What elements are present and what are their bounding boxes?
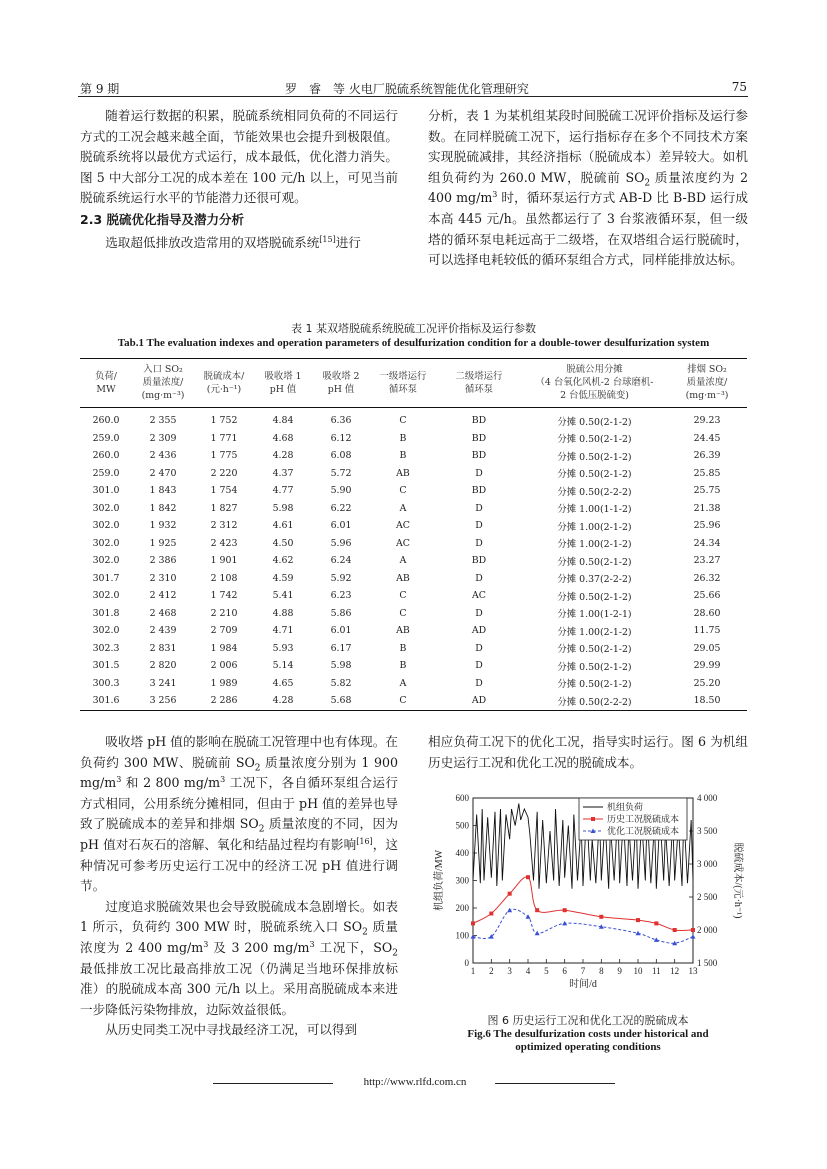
- table-cell: 分摊 0.50(2-1-2): [557, 679, 632, 691]
- paragraph: 选取超低排放改造常用的双塔脱硫系统[15]进行: [105, 234, 361, 250]
- table-cell: 6.23: [330, 590, 352, 602]
- table-cell: D: [475, 537, 483, 549]
- paragraph: 吸收塔 pH 值的影响在脱硫工况管理中也有体现。在负荷约 300 MW、脱硫前 $SO_2$ 质量浓度分别为 1 900 $mg/m^3$ 和 2 800 $mg/m^3$ 工况下，各自循环泵组合运行方式相同，公用系统分摊相同，但由于 pH 值的差异也导致了脱硫成本的差异和排烟 $SO_2$ 质量浓度的不同，因为 pH 值对石灰石的溶解、氧化和结晶过程均有影响[16]，这种情况可参考历史运行工况中的经济工况 pH 值进行调节。: [80, 734, 398, 894]
- table-row: [80, 605, 747, 623]
- y-left-tick-label: 300: [455, 875, 469, 886]
- footer-rule-right: [495, 1083, 615, 1084]
- page-number: 75: [731, 80, 747, 94]
- table-cell: D: [475, 677, 483, 689]
- paragraph: 随着运行数据的积累，脱硫系统相同负荷的不同运行方式的工况会越来越全面，节能效果也会提升到极限值。脱硫系统将以最优方式运行，成本最低，优化潜力消失。图 5 中大部分工况的成本差在 100 元/h 以上，可见当前脱硫系统运行水平的节能潜力还很可观。: [80, 108, 398, 206]
- table-cell: 23.27: [693, 555, 721, 567]
- table-header-cell: [312, 359, 370, 408]
- y-left-tick-label: 500: [455, 820, 469, 831]
- table-caption-cn: 表 1 某双塔脱硫系统脱硫工况评价指标及运行参数: [291, 322, 536, 335]
- table-cell: AB: [396, 467, 410, 479]
- table-cell: 分摊 1.00(2-1-2): [557, 626, 632, 638]
- table-header-line: （4 台氧化风机-2 台球磨机-: [535, 377, 654, 388]
- table-cell: 302.0: [92, 555, 120, 567]
- table-cell: 6.12: [330, 432, 352, 444]
- table-cell: 301.5: [92, 660, 120, 672]
- table-cell: 25.85: [693, 467, 721, 479]
- table-cell: 1 754: [210, 485, 238, 497]
- history-point: [636, 918, 640, 922]
- table-header-line: 吸收塔 2: [322, 370, 360, 382]
- y-right-tick-label: 3 500: [697, 826, 718, 836]
- table-cell: C: [399, 607, 407, 619]
- table-cell: 4.77: [272, 485, 294, 497]
- table-row: [80, 517, 747, 535]
- table-header-cell: [436, 359, 522, 408]
- table-row: [80, 692, 747, 710]
- table-cell: 分摊 0.50(2-2-2): [557, 486, 632, 498]
- legend-label: 机组负荷: [607, 802, 644, 812]
- table-cell: 302.0: [92, 537, 120, 549]
- table-cell: 分摊 0.50(2-1-2): [557, 434, 632, 446]
- table-cell: 4.84: [272, 415, 294, 427]
- column-right-top: [428, 106, 748, 271]
- table-cell: 24.45: [693, 432, 721, 444]
- table-header-line: 质量浓度/: [686, 377, 728, 388]
- table-cell: 1 775: [210, 450, 238, 462]
- table-cell: 4.62: [272, 555, 294, 567]
- table-cell: 2 286: [194, 692, 254, 710]
- table-cell: 302.3: [92, 642, 120, 654]
- table-cell: D: [475, 467, 483, 479]
- table-cell: 6.01: [330, 625, 352, 637]
- table-cell: 301.0: [92, 485, 120, 497]
- table-cell: D: [475, 520, 483, 532]
- header-rule: [78, 96, 748, 97]
- table-header-line: 二级塔运行: [455, 370, 503, 382]
- table-header-row: [80, 359, 747, 408]
- legend-label: 历史工况脱硫成本: [607, 814, 680, 824]
- table-row: [80, 570, 747, 588]
- table-cell: 3 241: [149, 677, 177, 689]
- table-cell: 1 932: [149, 520, 177, 532]
- figure-6-chart: [428, 780, 748, 1010]
- table-row: [80, 465, 747, 483]
- table-cell: 260.0: [92, 450, 120, 462]
- table-cell: B: [399, 450, 407, 462]
- table-row: [80, 622, 747, 640]
- table-cell: 分摊 1.00(2-1-2): [557, 539, 632, 551]
- table-cell: 2 412: [149, 590, 177, 602]
- y-right-tick-label: 3 000: [697, 859, 718, 869]
- table-cell: D: [475, 660, 483, 672]
- table-cell: 5.41: [272, 590, 294, 602]
- table-cell: 302.0: [92, 502, 120, 514]
- legend-marker: [591, 817, 595, 821]
- table-row: [80, 482, 747, 500]
- history-point: [563, 908, 567, 912]
- table-caption-en: Tab.1 The evaluation indexes and operation parameters of desulfurization condition for a double-tower desulfurization system: [117, 337, 710, 349]
- table-cell: 21.38: [693, 502, 721, 514]
- history-point: [489, 912, 493, 916]
- table-header-line: (元·h⁻¹): [206, 383, 242, 395]
- table-cell: 5.82: [330, 677, 352, 689]
- history-point: [535, 908, 539, 912]
- table-cell: 4.50: [272, 537, 294, 549]
- table-cell: 2 436: [149, 450, 177, 462]
- x-tick-label: 5: [544, 966, 549, 976]
- table-cell: D: [475, 642, 483, 654]
- table-row: [80, 657, 747, 675]
- figure-caption-en: Fig.6 The desulfurization costs under historical and optimized operating conditions: [467, 1028, 709, 1053]
- y-left-tick-label: 400: [455, 848, 469, 858]
- y-left-tick-label: 100: [455, 930, 469, 941]
- table-cell: 5.90: [330, 485, 352, 497]
- paragraph: 过度追求脱硫效果也会导致脱硫成本急剧增长。如表 1 所示，负荷约 300 MW 时，脱硫系统入口 $SO_2$ 质量浓度为 2 400 $mg/m^3$ 及 3 200 $mg/m^3$ 工况下，$SO_2$ 最低排放工况比最高排放工况（仍满足当地环保排放标准）的脱硫成本高 300 元/h 以上。采用高脱硫成本来进一步降低污染物排放，边际效益很低。: [80, 898, 398, 1017]
- table-header-line: 循环泵: [464, 383, 494, 395]
- table-header-line: 2 台低压脱硫变): [560, 390, 629, 401]
- history-point: [654, 921, 658, 925]
- table-cell: 6.24: [330, 555, 352, 567]
- table-cell: 29.05: [693, 642, 721, 654]
- table-header-line: 循环泵: [388, 383, 418, 395]
- table-header-line: 脱硫公用分摊: [566, 364, 623, 375]
- table-cell: 4.61: [272, 520, 294, 532]
- table-cell: 分摊 1.00(2-1-2): [557, 521, 632, 533]
- table-cell: 2 820: [149, 660, 177, 672]
- table-cell: AB: [396, 625, 410, 637]
- table-cell: 4.68: [272, 432, 294, 444]
- x-tick-label: 13: [688, 966, 698, 976]
- table-cell: 301.8: [92, 607, 120, 619]
- table-cell: B: [399, 432, 407, 444]
- table-cell: 2 831: [149, 642, 177, 654]
- table-cell: 1 842: [149, 502, 177, 514]
- table-header-cell: [522, 359, 667, 408]
- table-cell: A: [399, 677, 407, 689]
- table-cell: 302.0: [92, 520, 120, 532]
- table-cell: C: [399, 415, 407, 427]
- table-cell: 1 771: [210, 432, 238, 444]
- paragraph: 从历史同类工况中寻找最经济工况，可以得到: [105, 1022, 358, 1038]
- y-right-tick-label: 2 000: [697, 925, 718, 935]
- y-right-axis-label: 脱硫成本/(元·h⁻¹): [732, 842, 743, 919]
- table-cell: 分摊 0.50(2-1-2): [557, 661, 632, 673]
- legend-label: 优化工况脱硫成本: [607, 826, 680, 836]
- table-body: [80, 408, 747, 711]
- x-tick-label: 7: [580, 966, 586, 976]
- table-cell: 2 006: [210, 660, 238, 672]
- table-cell: D: [475, 572, 483, 584]
- table-cell: AC: [396, 537, 410, 549]
- table-cell: 2 470: [149, 467, 177, 479]
- table-cell: AB: [396, 572, 410, 584]
- table-cell: 2 108: [210, 572, 238, 584]
- table-cell: 4.28: [254, 692, 312, 710]
- table-cell: BD: [471, 555, 487, 567]
- table-cell: 5.14: [272, 660, 294, 672]
- table-cell: A: [399, 502, 407, 514]
- table-cell: AC: [396, 520, 410, 532]
- table-cell: 4.28: [272, 450, 294, 462]
- table-cell: D: [475, 502, 483, 514]
- paragraph: 相应负荷工况下的优化工况，指导实时运行。图 6 为机组历史运行工况和优化工况的脱硫成本。: [428, 734, 748, 770]
- table-cell: 29.99: [693, 660, 721, 672]
- running-title: 罗 睿 等 火电厂脱硫系统智能优化管理研究: [285, 82, 529, 96]
- section-title: 2.3 脱硫优化指导及潜力分析: [80, 211, 244, 227]
- table-cell: 301.7: [92, 572, 120, 584]
- x-tick-label: 6: [562, 966, 567, 976]
- table-cell: BD: [471, 485, 487, 497]
- table-cell: 4.88: [272, 607, 294, 619]
- y-left-tick-label: 0: [464, 958, 469, 968]
- table-header-cell: [254, 359, 312, 408]
- table-header-line: 入口 SO₂: [143, 364, 183, 375]
- optimized-point: [691, 934, 696, 939]
- table-cell: 302.0: [92, 590, 120, 602]
- table-cell: BD: [471, 450, 487, 462]
- table-header-line: 吸收塔 1: [264, 370, 302, 382]
- table-cell: A: [399, 555, 407, 567]
- table-cell: 4.59: [272, 572, 294, 584]
- table-cell: 2 386: [149, 555, 177, 567]
- x-axis-label: 时间/d: [569, 979, 597, 990]
- table-cell: 5.98: [272, 502, 294, 514]
- table-cell: 2 210: [210, 607, 238, 619]
- table-header-line: 负荷/: [95, 370, 117, 382]
- table-cell: B: [399, 642, 407, 654]
- table-cell: 2 312: [210, 520, 238, 532]
- table-cell: 302.0: [92, 625, 120, 637]
- table-cell: BD: [471, 432, 487, 444]
- history-point: [691, 928, 695, 932]
- table-cell: 260.0: [92, 415, 120, 427]
- table-header-cell: [194, 359, 254, 408]
- x-tick-label: 3: [507, 966, 512, 976]
- optimized-point: [636, 931, 641, 936]
- table-cell: C: [370, 692, 436, 710]
- table-cell: AD: [471, 625, 487, 637]
- table-cell: 25.75: [693, 485, 721, 497]
- table-cell: 25.66: [693, 590, 721, 602]
- table-cell: 2 439: [149, 625, 177, 637]
- table-cell: 分摊 1.00(1-1-2): [557, 504, 632, 516]
- table-cell: 分摊 0.37(2-2-2): [557, 574, 632, 586]
- y-right-tick-label: 4 000: [697, 793, 718, 803]
- table-cell: 1 901: [210, 555, 238, 567]
- x-tick-label: 4: [525, 966, 531, 976]
- table-cell: 25.96: [693, 520, 721, 532]
- table-header-line: pH 值: [269, 383, 297, 395]
- table-cell: 1 742: [210, 590, 238, 602]
- paragraph: 分析，表 1 为某机组某段时间脱硫工况评价指标及运行参数。在同样脱硫工况下，运行指标存在多个不同技术方案实现脱硫减排，其经济指标（脱硫成本）差异较大。如机组负荷约为 260.0 MW，脱硫前 $SO_2$ 质量浓度约为 2 400 $mg/m^3$ 时，循环泵运行方式 AB-D 比 B-BD 运行成本高 445 元/h。虽然都运行了 3 台浆液循环泵，但一级塔的循环泵电耗远高于二级塔，在双塔组合运行脱硫时，可以选择电耗较低的循环泵组合方式，同样能排放达标。: [428, 108, 748, 268]
- table-cell: 25.20: [693, 677, 721, 689]
- table-header-cell: [667, 359, 747, 408]
- table-row: [80, 675, 747, 693]
- column-right-bottom: [428, 732, 748, 773]
- table-cell: 2 355: [149, 415, 177, 427]
- table-cell: 2 423: [210, 537, 238, 549]
- table-row: [80, 535, 747, 553]
- table-cell: 5.86: [330, 607, 352, 619]
- table-cell: 6.17: [330, 642, 352, 654]
- table-cell: 5.93: [272, 642, 294, 654]
- table-cell: 24.34: [693, 537, 721, 549]
- table-row: [80, 447, 747, 465]
- table-cell: 6.22: [330, 502, 352, 514]
- table-cell: D: [475, 607, 483, 619]
- table-cell: 259.0: [92, 467, 120, 479]
- table-row: [80, 640, 747, 658]
- table-cell: 1 984: [210, 642, 238, 654]
- table-header-line: 脱硫成本/: [203, 370, 245, 382]
- y-left-axis-label: 机组负荷/MW: [434, 849, 445, 912]
- table-cell: 分摊 1.00(1-2-1): [557, 609, 632, 621]
- history-point: [508, 892, 512, 896]
- table-cell: 1 925: [149, 537, 177, 549]
- table-cell: 29.23: [693, 415, 721, 427]
- table-cell: 1 989: [210, 677, 238, 689]
- table-cell: 301.6: [80, 692, 132, 710]
- optimized-point: [526, 914, 531, 919]
- y-right-tick-label: 2 500: [697, 892, 718, 902]
- table-cell: 300.3: [92, 677, 120, 689]
- x-tick-label: 11: [651, 966, 661, 976]
- column-left-top: [80, 106, 398, 254]
- figure-caption-cn: 图 6 历史运行工况和优化工况的脱硫成本: [487, 1014, 689, 1027]
- x-tick-label: 8: [599, 966, 604, 976]
- table-cell: 26.32: [693, 572, 721, 584]
- x-tick-label: 10: [633, 966, 643, 976]
- table-cell: 5.68: [312, 692, 370, 710]
- y-right-tick-label: 1 500: [697, 958, 718, 968]
- table-header-line: (mg·m⁻³): [685, 390, 729, 401]
- history-point: [526, 875, 530, 879]
- table-cell: AD: [436, 692, 522, 710]
- series-optimized-line: [473, 909, 693, 943]
- table-header-cell: [370, 359, 436, 408]
- optimized-point: [535, 931, 540, 936]
- table-header-cell: [80, 359, 132, 408]
- table-cell: 11.75: [693, 625, 721, 637]
- table-cell: 4.37: [272, 467, 294, 479]
- table-cell: 分摊 0.50(2-1-2): [557, 591, 632, 603]
- journal-issue: 第 9 期: [80, 82, 120, 96]
- table-header-line: 质量浓度/: [142, 377, 184, 388]
- table-cell: 5.92: [330, 572, 352, 584]
- table-cell: 1 752: [210, 415, 238, 427]
- table-header-line: 排烟 SO₂: [687, 364, 727, 375]
- table-cell: 2 309: [149, 432, 177, 444]
- table-cell: 分摊 0.50(2-1-2): [557, 644, 632, 656]
- table-cell: 2 310: [149, 572, 177, 584]
- footer-rule-left: [213, 1083, 333, 1084]
- table-header-line: MW: [96, 383, 116, 395]
- table-cell: 3 256: [132, 692, 194, 710]
- table-cell: 4.65: [272, 677, 294, 689]
- table-cell: 1 827: [210, 502, 238, 514]
- table-cell: 分摊 0.50(2-1-2): [557, 416, 632, 428]
- column-left-bottom: [80, 732, 398, 1041]
- table-row: [80, 500, 747, 518]
- table-cell: 1 843: [149, 485, 177, 497]
- table-row: [80, 552, 747, 570]
- x-tick-label: 12: [670, 966, 680, 976]
- table-header-line: (mg·m⁻³): [141, 390, 185, 401]
- table-header-line: 一级塔运行: [379, 370, 427, 382]
- table-cell: 分摊 0.50(2-1-2): [557, 469, 632, 481]
- table-header-line: pH 值: [327, 383, 355, 395]
- history-point: [599, 915, 603, 919]
- x-tick-label: 1: [470, 966, 476, 976]
- table-cell: 26.39: [693, 450, 721, 462]
- history-point: [673, 928, 677, 932]
- y-left-tick-label: 200: [455, 903, 469, 913]
- table-cell: 5.96: [330, 537, 352, 549]
- table-cell: 4.71: [272, 625, 294, 637]
- table-cell: 6.08: [330, 450, 352, 462]
- table-cell: 2 220: [210, 467, 238, 479]
- table-cell: 28.60: [693, 607, 721, 619]
- table-cell: 2 709: [210, 625, 238, 637]
- table-cell: B: [399, 660, 407, 672]
- table-cell: 分摊 0.50(2-1-2): [557, 451, 632, 463]
- data-table: [80, 358, 747, 711]
- x-tick-label: 2: [489, 966, 494, 976]
- y-left-tick-label: 600: [455, 793, 469, 803]
- x-tick-label: 9: [617, 966, 622, 976]
- table-cell: 18.50: [667, 692, 747, 710]
- table-cell: AC: [472, 590, 486, 602]
- table-row: [80, 408, 747, 430]
- table-cell: BD: [471, 415, 487, 427]
- table-cell: C: [399, 590, 407, 602]
- table-row: [80, 587, 747, 605]
- table-cell: 6.01: [330, 520, 352, 532]
- table-cell: 5.72: [330, 467, 352, 479]
- table-cell: C: [399, 485, 407, 497]
- table-cell: 分摊 0.50(2-1-2): [557, 556, 632, 568]
- table-header-cell: [132, 359, 194, 408]
- table-cell: 分摊 0.50(2-2-2): [522, 692, 667, 710]
- table-cell: 2 468: [149, 607, 177, 619]
- table-cell: 259.0: [92, 432, 120, 444]
- table-cell: 6.36: [330, 415, 352, 427]
- table-cell: 5.98: [330, 660, 352, 672]
- history-point: [471, 921, 475, 925]
- footer-url[interactable]: http://www.rlfd.com.cn: [363, 1076, 467, 1088]
- table-row: [80, 430, 747, 448]
